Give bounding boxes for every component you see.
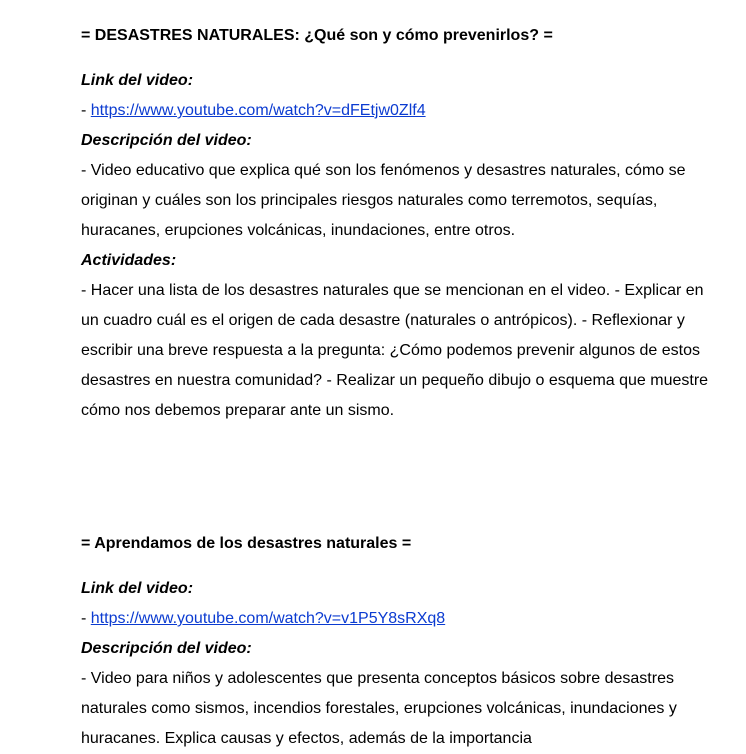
link-prefix: - (81, 610, 91, 627)
section-title: = Aprendamos de los desastres naturales = (81, 535, 412, 552)
link-line (81, 604, 711, 634)
description-label: Descripción del video: (81, 132, 252, 149)
video-link[interactable]: https://www.youtube.com/watch?v=dFEtjw0Zlf4 (90, 102, 426, 119)
activities-text: - Hacer una lista de los desastres naturales que se mencionan en el video. - Explicar en un cuadro cuál es el origen de cada desastre (naturales o antrópicos). - Reflexionar y escribir una breve respuesta a la pregunta: ¿Cómo podemos prevenir algunos de estos desastres en nuestra comunidad? - Realizar un pequeño dibujo o esquema que muestre cómo nos debemos preparar ante un sismo. (81, 282, 709, 419)
link-line (81, 96, 711, 126)
video-section (81, 574, 711, 754)
activities-label: Actividades: (81, 252, 177, 269)
video-section (81, 66, 711, 426)
section-title: = DESASTRES NATURALES: ¿Qué son y cómo prevenirlos? = (81, 27, 553, 44)
link-prefix: - (81, 102, 91, 119)
description-text: - Video educativo que explica qué son los fenómenos y desastres naturales, cómo se originan y cuáles son los principales riesgos naturales como terremotos, sequías, huracanes, erupciones volcánicas, inundaciones, entre otros. (81, 162, 686, 239)
link-label: Link del video: (81, 72, 194, 89)
description-label: Descripción del video: (81, 640, 252, 657)
link-label: Link del video: (81, 580, 194, 597)
video-link[interactable]: https://www.youtube.com/watch?v=v1P5Y8sRXq8 (90, 610, 446, 627)
description-text: - Video para niños y adolescentes que presenta conceptos básicos sobre desastres naturales como sismos, incendios forestales, erupciones volcánicas, inundaciones y huracanes. Explica causas y efectos, además de la importancia (81, 670, 677, 747)
